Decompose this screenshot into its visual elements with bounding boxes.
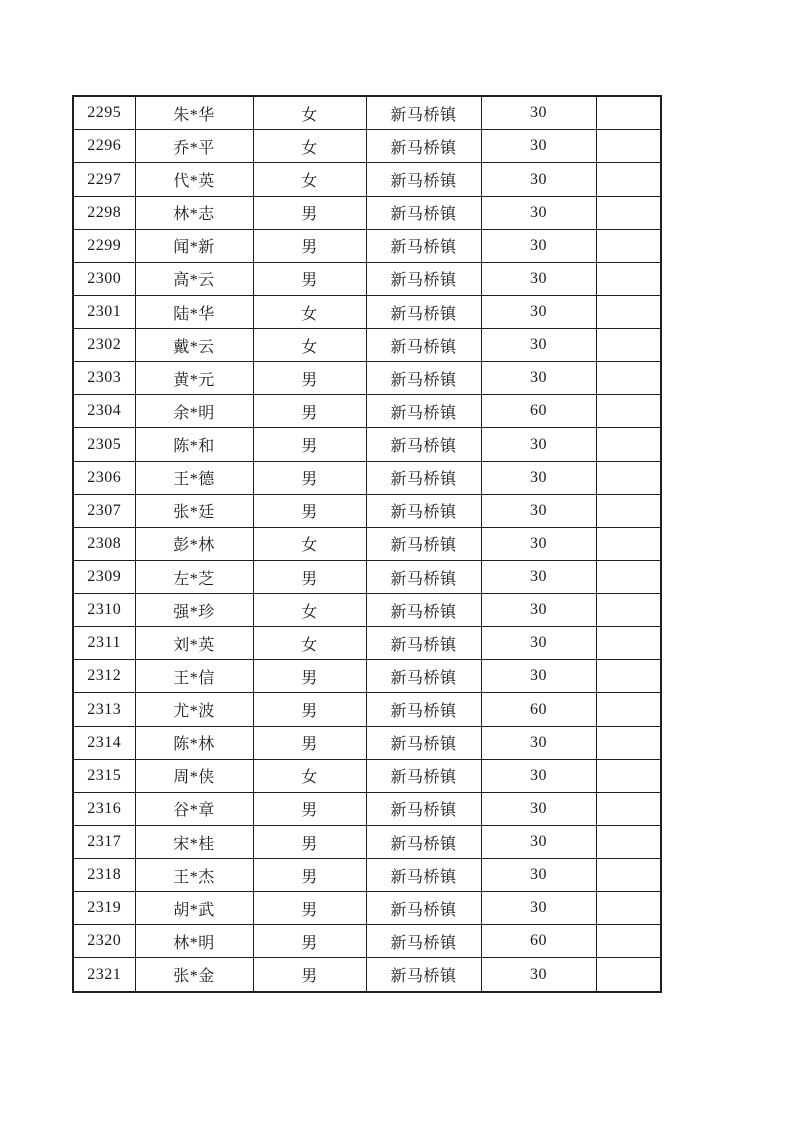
table-row (73, 130, 661, 163)
cell-name: 谷*章 (135, 792, 253, 825)
cell-town: 新马桥镇 (366, 859, 481, 892)
table-row (73, 196, 661, 229)
cell-gender: 男 (253, 792, 366, 825)
cell-serial-number: 2299 (73, 229, 135, 262)
cell-gender: 女 (253, 627, 366, 660)
cell-name: 高*云 (135, 262, 253, 295)
cell-amount: 30 (481, 428, 596, 461)
cell-name: 王*杰 (135, 859, 253, 892)
cell-town: 新马桥镇 (366, 925, 481, 958)
cell-gender: 男 (253, 560, 366, 593)
table-row (73, 759, 661, 792)
cell-name: 陈*林 (135, 726, 253, 759)
cell-gender: 男 (253, 859, 366, 892)
cell-town: 新马桥镇 (366, 792, 481, 825)
table-row (73, 726, 661, 759)
cell-amount: 30 (481, 726, 596, 759)
cell-town: 新马桥镇 (366, 362, 481, 395)
cell-gender: 男 (253, 494, 366, 527)
cell-serial-number: 2301 (73, 295, 135, 328)
cell-town: 新马桥镇 (366, 594, 481, 627)
cell-gender: 男 (253, 362, 366, 395)
cell-serial-number: 2312 (73, 660, 135, 693)
beneficiary-table (72, 95, 662, 993)
cell-name: 胡*武 (135, 892, 253, 925)
cell-blank (596, 196, 661, 229)
cell-blank (596, 96, 661, 130)
cell-gender: 男 (253, 196, 366, 229)
table-row (73, 527, 661, 560)
cell-blank (596, 627, 661, 660)
cell-gender: 女 (253, 163, 366, 196)
cell-name: 乔*平 (135, 130, 253, 163)
cell-serial-number: 2309 (73, 560, 135, 593)
cell-amount: 30 (481, 825, 596, 858)
cell-gender: 男 (253, 958, 366, 992)
cell-name: 强*珍 (135, 594, 253, 627)
cell-blank (596, 428, 661, 461)
cell-town: 新马桥镇 (366, 196, 481, 229)
cell-town: 新马桥镇 (366, 693, 481, 726)
cell-name: 陈*和 (135, 428, 253, 461)
cell-town: 新马桥镇 (366, 892, 481, 925)
cell-gender: 男 (253, 660, 366, 693)
cell-amount: 30 (481, 229, 596, 262)
cell-blank (596, 859, 661, 892)
cell-serial-number: 2302 (73, 329, 135, 362)
cell-serial-number: 2303 (73, 362, 135, 395)
table-row (73, 163, 661, 196)
cell-blank (596, 892, 661, 925)
cell-serial-number: 2304 (73, 395, 135, 428)
table-row (73, 594, 661, 627)
cell-blank (596, 560, 661, 593)
cell-serial-number: 2319 (73, 892, 135, 925)
cell-serial-number: 2307 (73, 494, 135, 527)
cell-name: 左*芝 (135, 560, 253, 593)
cell-town: 新马桥镇 (366, 660, 481, 693)
cell-gender: 女 (253, 96, 366, 130)
cell-serial-number: 2313 (73, 693, 135, 726)
cell-blank (596, 792, 661, 825)
cell-serial-number: 2316 (73, 792, 135, 825)
table-row (73, 494, 661, 527)
cell-serial-number: 2317 (73, 825, 135, 858)
cell-amount: 30 (481, 196, 596, 229)
table-row (73, 96, 661, 130)
cell-town: 新马桥镇 (366, 560, 481, 593)
cell-amount: 30 (481, 958, 596, 992)
cell-town: 新马桥镇 (366, 494, 481, 527)
cell-name: 代*英 (135, 163, 253, 196)
cell-amount: 30 (481, 892, 596, 925)
cell-name: 张*金 (135, 958, 253, 992)
cell-gender: 男 (253, 825, 366, 858)
cell-gender: 男 (253, 925, 366, 958)
cell-blank (596, 362, 661, 395)
cell-amount: 60 (481, 925, 596, 958)
cell-gender: 女 (253, 329, 366, 362)
cell-blank (596, 130, 661, 163)
cell-blank (596, 461, 661, 494)
table-row (73, 229, 661, 262)
table-row (73, 925, 661, 958)
cell-blank (596, 329, 661, 362)
cell-blank (596, 229, 661, 262)
cell-amount: 30 (481, 594, 596, 627)
cell-amount: 30 (481, 295, 596, 328)
cell-amount: 30 (481, 627, 596, 660)
cell-name: 林*志 (135, 196, 253, 229)
cell-amount: 30 (481, 130, 596, 163)
cell-gender: 男 (253, 262, 366, 295)
table-row (73, 329, 661, 362)
table-body (73, 96, 661, 992)
cell-amount: 30 (481, 96, 596, 130)
cell-name: 陆*华 (135, 295, 253, 328)
cell-name: 余*明 (135, 395, 253, 428)
cell-serial-number: 2305 (73, 428, 135, 461)
cell-town: 新马桥镇 (366, 262, 481, 295)
cell-town: 新马桥镇 (366, 428, 481, 461)
cell-blank (596, 527, 661, 560)
cell-serial-number: 2298 (73, 196, 135, 229)
table-row (73, 825, 661, 858)
cell-serial-number: 2314 (73, 726, 135, 759)
cell-amount: 30 (481, 527, 596, 560)
cell-town: 新马桥镇 (366, 163, 481, 196)
cell-gender: 女 (253, 295, 366, 328)
cell-serial-number: 2320 (73, 925, 135, 958)
cell-blank (596, 958, 661, 992)
cell-serial-number: 2308 (73, 527, 135, 560)
table-row (73, 958, 661, 992)
cell-name: 林*明 (135, 925, 253, 958)
cell-serial-number: 2321 (73, 958, 135, 992)
cell-blank (596, 693, 661, 726)
cell-blank (596, 295, 661, 328)
table-row (73, 395, 661, 428)
cell-blank (596, 395, 661, 428)
cell-blank (596, 726, 661, 759)
cell-amount: 30 (481, 163, 596, 196)
cell-town: 新马桥镇 (366, 726, 481, 759)
cell-blank (596, 925, 661, 958)
table-row (73, 262, 661, 295)
cell-town: 新马桥镇 (366, 329, 481, 362)
cell-serial-number: 2310 (73, 594, 135, 627)
cell-serial-number: 2296 (73, 130, 135, 163)
cell-name: 戴*云 (135, 329, 253, 362)
cell-town: 新马桥镇 (366, 759, 481, 792)
cell-name: 黄*元 (135, 362, 253, 395)
cell-serial-number: 2297 (73, 163, 135, 196)
cell-blank (596, 163, 661, 196)
cell-town: 新马桥镇 (366, 96, 481, 130)
cell-name: 王*信 (135, 660, 253, 693)
cell-gender: 男 (253, 693, 366, 726)
table-row (73, 627, 661, 660)
cell-town: 新马桥镇 (366, 958, 481, 992)
cell-name: 张*廷 (135, 494, 253, 527)
cell-town: 新马桥镇 (366, 627, 481, 660)
cell-name: 彭*林 (135, 527, 253, 560)
cell-name: 周*侠 (135, 759, 253, 792)
cell-blank (596, 759, 661, 792)
cell-amount: 30 (481, 792, 596, 825)
cell-amount: 30 (481, 759, 596, 792)
cell-name: 刘*英 (135, 627, 253, 660)
cell-town: 新马桥镇 (366, 395, 481, 428)
cell-amount: 30 (481, 660, 596, 693)
cell-town: 新马桥镇 (366, 461, 481, 494)
cell-gender: 男 (253, 892, 366, 925)
cell-town: 新马桥镇 (366, 229, 481, 262)
cell-gender: 女 (253, 759, 366, 792)
table-row (73, 693, 661, 726)
cell-blank (596, 825, 661, 858)
cell-blank (596, 594, 661, 627)
cell-serial-number: 2306 (73, 461, 135, 494)
cell-serial-number: 2315 (73, 759, 135, 792)
cell-gender: 男 (253, 726, 366, 759)
cell-gender: 男 (253, 395, 366, 428)
cell-serial-number: 2295 (73, 96, 135, 130)
table-row (73, 461, 661, 494)
cell-amount: 30 (481, 560, 596, 593)
cell-name: 宋*桂 (135, 825, 253, 858)
table-row (73, 859, 661, 892)
cell-serial-number: 2300 (73, 262, 135, 295)
cell-town: 新马桥镇 (366, 295, 481, 328)
cell-gender: 女 (253, 594, 366, 627)
table-row (73, 560, 661, 593)
cell-name: 朱*华 (135, 96, 253, 130)
cell-name: 王*德 (135, 461, 253, 494)
cell-amount: 30 (481, 494, 596, 527)
cell-amount: 30 (481, 461, 596, 494)
cell-gender: 男 (253, 461, 366, 494)
cell-name: 闻*新 (135, 229, 253, 262)
cell-gender: 男 (253, 428, 366, 461)
cell-gender: 男 (253, 229, 366, 262)
cell-gender: 女 (253, 130, 366, 163)
cell-blank (596, 262, 661, 295)
table-row (73, 428, 661, 461)
cell-serial-number: 2318 (73, 859, 135, 892)
table-row (73, 792, 661, 825)
cell-town: 新马桥镇 (366, 825, 481, 858)
table-row (73, 892, 661, 925)
cell-gender: 女 (253, 527, 366, 560)
cell-amount: 60 (481, 693, 596, 726)
cell-amount: 60 (481, 395, 596, 428)
table-row (73, 295, 661, 328)
cell-town: 新马桥镇 (366, 527, 481, 560)
cell-blank (596, 660, 661, 693)
cell-blank (596, 494, 661, 527)
cell-serial-number: 2311 (73, 627, 135, 660)
cell-amount: 30 (481, 362, 596, 395)
cell-name: 尤*波 (135, 693, 253, 726)
cell-amount: 30 (481, 859, 596, 892)
table-row (73, 362, 661, 395)
table-row (73, 660, 661, 693)
cell-amount: 30 (481, 262, 596, 295)
cell-town: 新马桥镇 (366, 130, 481, 163)
cell-amount: 30 (481, 329, 596, 362)
